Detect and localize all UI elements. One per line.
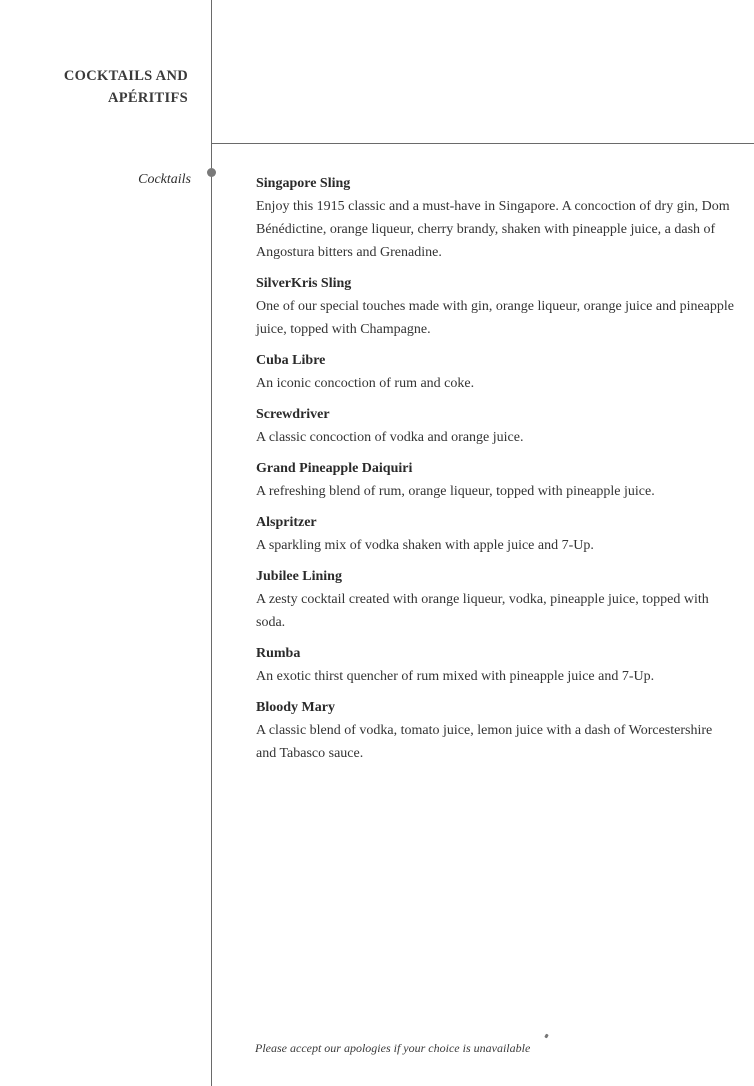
menu-item	[256, 696, 734, 765]
menu-item-name: Alspritzer	[256, 515, 317, 530]
menu-item-description: One of our special touches made with gin, orange liqueur, orange juice and pineapple juice, topped with Champagne.	[256, 299, 734, 337]
menu-item-name: Cuba Libre	[256, 353, 326, 368]
bullet-dot	[207, 168, 216, 177]
menu-item	[256, 403, 734, 449]
menu-list	[256, 172, 734, 773]
section-title-line-1: COCKTAILS AND	[63, 68, 188, 84]
menu-item-description: A classic blend of vodka, tomato juice, lemon juice with a dash of Worcestershire and Tabasco sauce.	[256, 723, 713, 761]
horizontal-divider	[211, 143, 754, 144]
menu-item	[256, 511, 734, 557]
menu-item	[256, 172, 734, 264]
menu-item	[256, 457, 734, 503]
menu-item-description: An exotic thirst quencher of rum mixed with pineapple juice and 7-Up.	[256, 669, 655, 684]
section-title-line-2: APÉRITIFS	[107, 90, 188, 106]
menu-item-description: Enjoy this 1915 classic and a must-have in Singapore. A concoction of dry gin, Dom Bénédictine, orange liqueur, cherry brandy, shaken with pineapple juice, a dash of Angostura bitters and Grenadine.	[256, 199, 730, 260]
menu-item-name: Grand Pineapple Daiquiri	[256, 461, 413, 476]
menu-item	[256, 642, 734, 688]
menu-item-name: Screwdriver	[256, 407, 330, 422]
vertical-divider	[211, 0, 212, 1086]
menu-item-description: A zesty cocktail created with orange liqueur, vodka, pineapple juice, topped with soda.	[256, 592, 709, 630]
scan-speck	[544, 1034, 549, 1039]
menu-item-name: Rumba	[256, 646, 301, 661]
menu-item-name: Jubilee Lining	[256, 569, 342, 584]
menu-item	[256, 565, 734, 634]
category-label: Cocktails	[138, 172, 191, 187]
menu-item-description: A refreshing blend of rum, orange liqueur, topped with pineapple juice.	[256, 484, 655, 499]
menu-item	[256, 272, 734, 341]
menu-item-name: Bloody Mary	[256, 700, 335, 715]
menu-item-name: SilverKris Sling	[256, 276, 352, 291]
menu-item-name: Singapore Sling	[256, 176, 351, 191]
menu-item-description: A classic concoction of vodka and orange juice.	[256, 430, 524, 445]
menu-item-description: An iconic concoction of rum and coke.	[256, 376, 475, 391]
menu-item	[256, 349, 734, 395]
footer-note: Please accept our apologies if your choice is unavailable	[255, 1041, 531, 1055]
section-title	[64, 65, 188, 109]
menu-item-description: A sparkling mix of vodka shaken with apple juice and 7-Up.	[256, 538, 594, 553]
